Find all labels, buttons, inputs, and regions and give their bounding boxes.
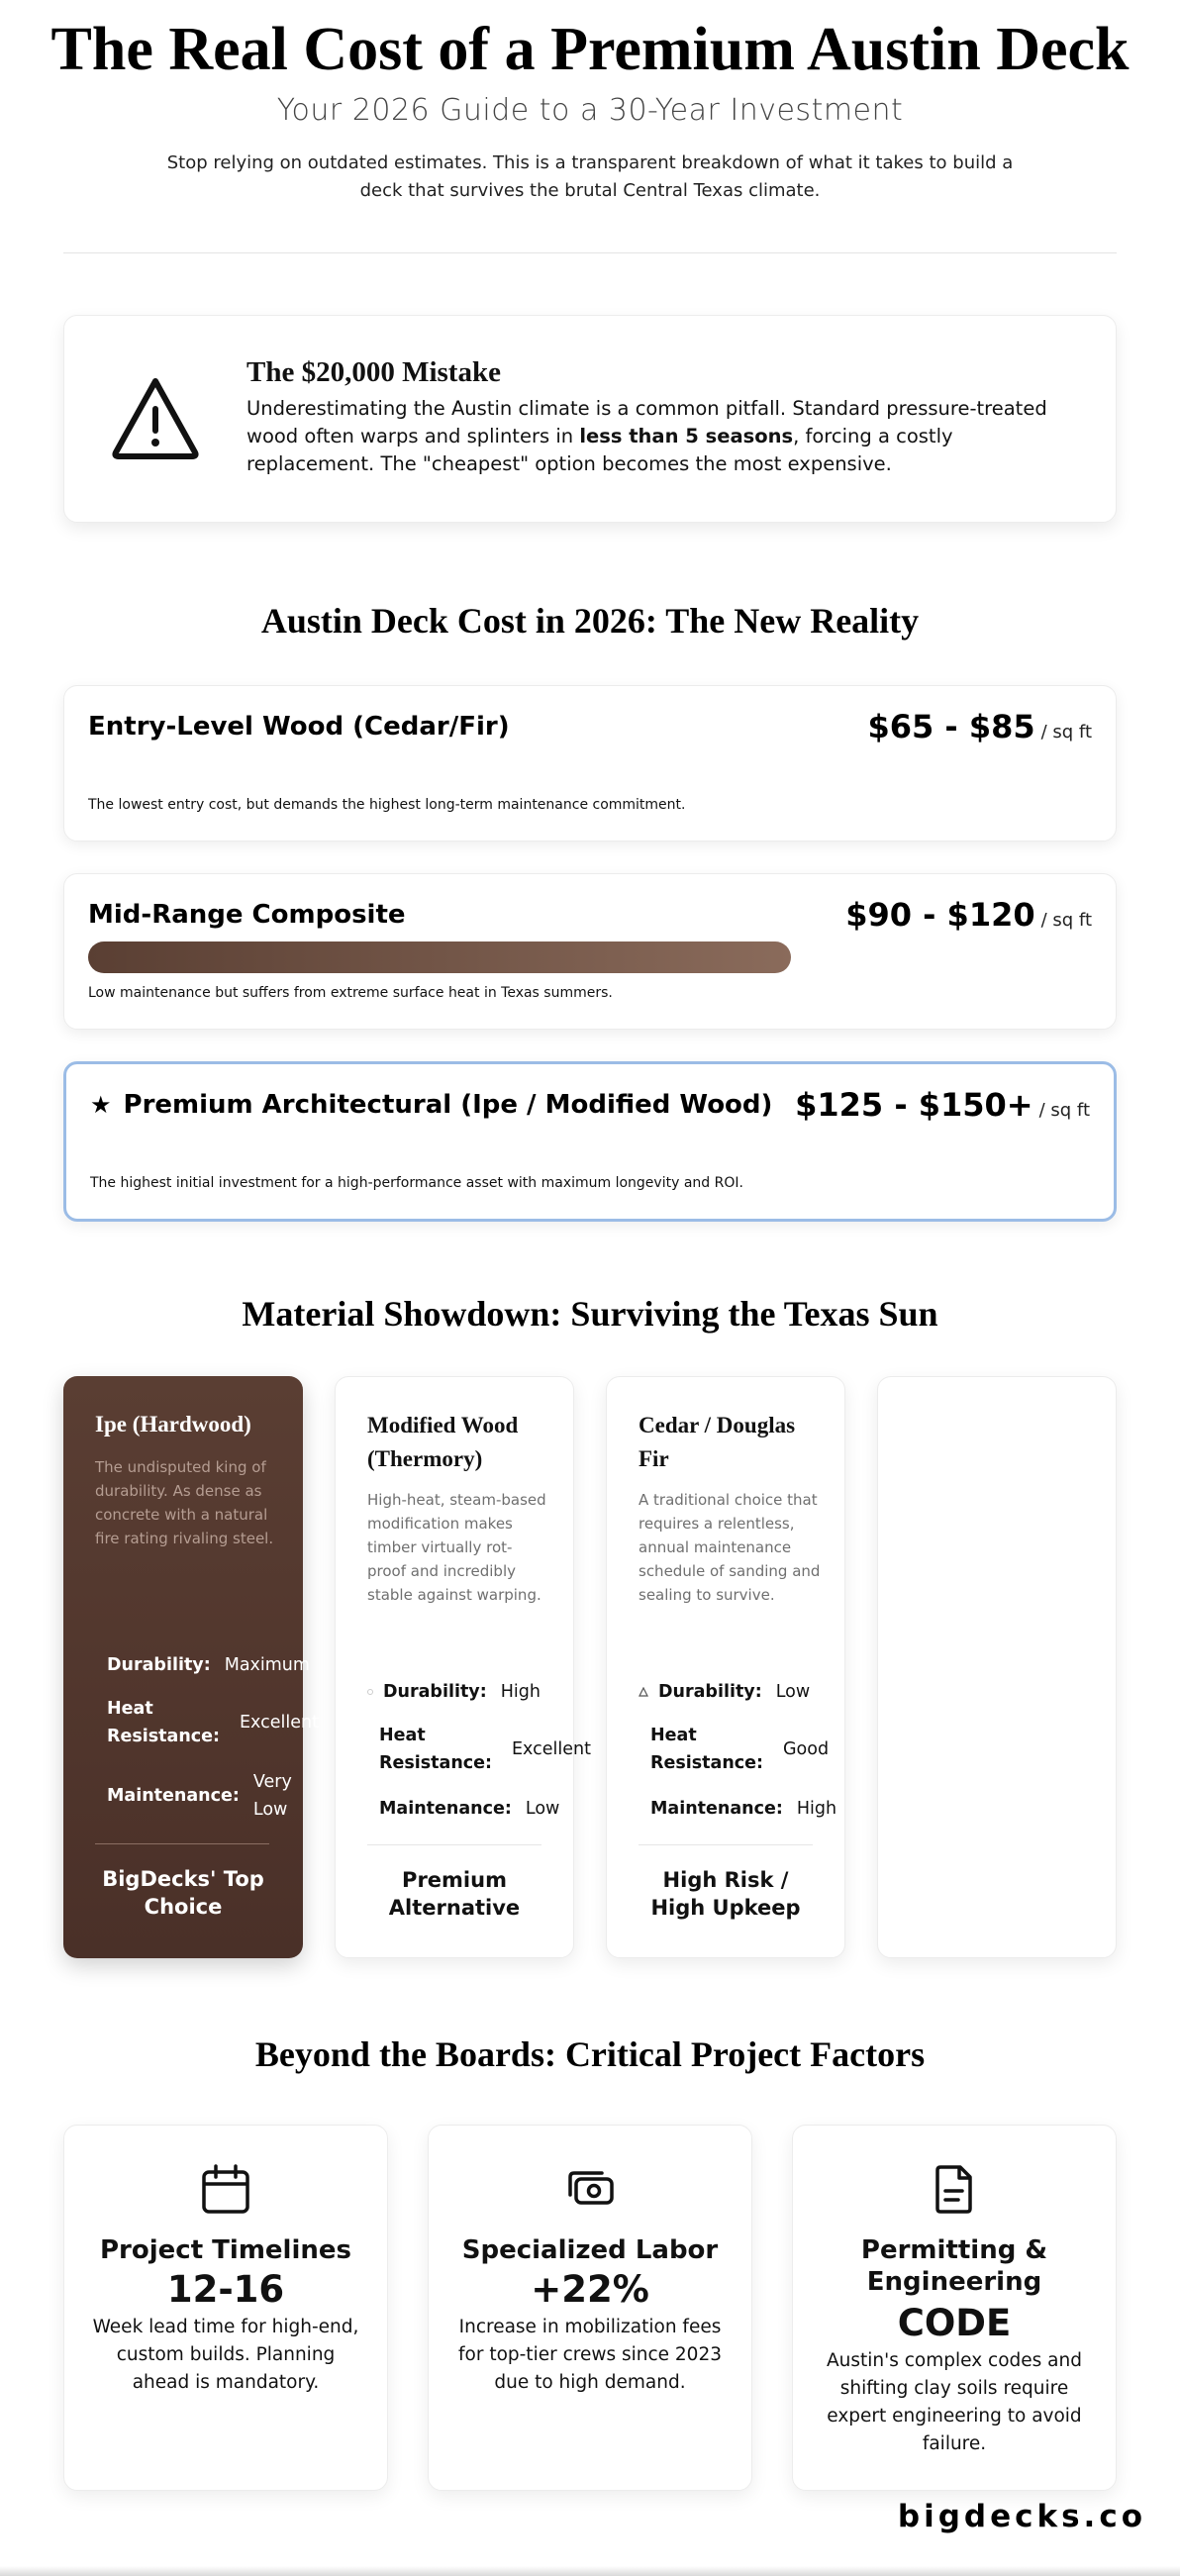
material-description: The undisputed king of durability. As dense as concrete with a natural fire rating rivaling steel. (95, 1458, 274, 1547)
material-name: Ipe (Hardwood) (95, 1412, 251, 1437)
warning-title: The $20,000 Mistake (246, 356, 501, 388)
material-card-empty (877, 1376, 1117, 1958)
durability-stat: Durability: Low (639, 1678, 810, 1706)
pricing-title: Austin Deck Cost in 2026: The New Reality (260, 601, 920, 641)
material-card-ipe (63, 1376, 319, 1958)
material-name: Modified Wood (Thermory) (367, 1413, 519, 1471)
composite-swatch-bar (88, 941, 791, 973)
tier-description: The lowest entry cost, but demands the highest long-term maintenance commitment. (88, 797, 686, 813)
tier-price (867, 708, 1092, 745)
factor-title: Permitting & Engineering (860, 2235, 1048, 2297)
calendar-icon (198, 2161, 253, 2217)
tier-name: Mid-Range Composite (88, 900, 406, 930)
factor-stat: CODE (897, 2302, 1012, 2344)
price-card-mid (63, 873, 1117, 1030)
tier-unit: / sq ft (1040, 910, 1092, 931)
material-card-modified-wood (335, 1376, 591, 1958)
tier-amount: $125 - $150+ (795, 1086, 1033, 1124)
heat-stat: Heat Resistance: Excellent (379, 1726, 591, 1773)
warning-text: Underestimating the Austin climate is a common pitfall. Standard pressure-treated wood often warps and splinters in less than 5 seasons, forcing a costly replacement. The "cheapest" option becomes the most expensive. (246, 397, 1047, 475)
factor-card-timelines (63, 2125, 388, 2491)
bullet-icon (367, 1689, 373, 1695)
maintenance-stat: Maintenance: Very Low (107, 1772, 292, 1820)
header (0, 0, 1180, 205)
maintenance-stat: Maintenance: High (650, 1799, 837, 1819)
tier-amount: $90 - $120 (845, 896, 1035, 934)
factor-stat: +22% (531, 2268, 649, 2311)
material-grid (63, 1376, 1117, 1958)
star-icon: ★ (90, 1091, 112, 1119)
factor-text: Increase in mobilization fees for top-tier crews since 2023 due to high demand. (458, 2317, 722, 2393)
material-verdict: BigDecks' Top Choice (102, 1867, 264, 1919)
factor-card-labor (428, 2125, 752, 2491)
warning-highlight: less than 5 seasons (579, 425, 794, 447)
tier-unit: / sq ft (1040, 722, 1092, 743)
tier-price (845, 896, 1092, 934)
document-icon (927, 2161, 982, 2217)
maintenance-stat: Maintenance: Low (379, 1799, 560, 1819)
durability-stat: Durability: Maximum (107, 1655, 310, 1675)
separator (95, 1843, 269, 1844)
material-verdict: High Risk / High Upkeep (650, 1868, 801, 1920)
factor-stat: 12-16 (166, 2268, 285, 2311)
warning-triangle-icon (108, 373, 203, 462)
tier-description: Low maintenance but suffers from extreme surface heat in Texas summers. (88, 985, 613, 1001)
materials-title: Material Showdown: Surviving the Texas Sun (242, 1294, 938, 1334)
tier-unit: / sq ft (1038, 1100, 1090, 1121)
tier-name: ★ Premium Architectural (Ipe / Modified Wood) (90, 1090, 773, 1120)
factor-title: Project Timelines (100, 2235, 351, 2265)
warning-icon (639, 1687, 648, 1697)
price-card-premium (63, 1061, 1117, 1222)
material-name: Cedar / Douglas Fir (639, 1413, 796, 1471)
bottom-bar (0, 2566, 1180, 2576)
tier-amount: $65 - $85 (867, 708, 1035, 745)
factor-text: Week lead time for high-end, custom builds. Planning ahead is mandatory. (92, 2317, 359, 2393)
factor-card-permitting (792, 2125, 1117, 2491)
separator (367, 1844, 541, 1845)
tier-description: The highest initial investment for a high-performance asset with maximum longevity and ROI. (90, 1175, 743, 1191)
factor-grid (63, 2125, 1117, 2491)
warning-card (63, 315, 1117, 523)
factors-title: Beyond the Boards: Critical Project Factors (254, 2034, 926, 2074)
tier-name: Entry-Level Wood (Cedar/Fir) (88, 712, 510, 742)
heat-stat: Heat Resistance: Good (650, 1726, 830, 1773)
divider (63, 252, 1117, 253)
tier-price (795, 1086, 1090, 1124)
page-subtitle: Your 2026 Guide to a 30-Year Investment (276, 93, 904, 128)
intro-text: Stop relying on outdated estimates. This is a transparent breakdown of what it takes to build a deck that survives the brutal Central Texas climate. (166, 152, 1014, 201)
factor-text: Austin's complex codes and shifting clay soils require expert engineering to avoid failure. (827, 2350, 1082, 2454)
factor-title: Specialized Labor (461, 2235, 719, 2265)
separator (639, 1844, 813, 1845)
material-card-cedar (606, 1376, 845, 1958)
money-icon (562, 2161, 618, 2217)
heat-stat: Heat Resistance: Excellent (107, 1699, 319, 1746)
brand-logo: bigdecks.co (897, 2499, 1146, 2534)
material-description: High-heat, steam-based modification makes timber virtually rot-proof and incredibly stable against warping. (367, 1491, 546, 1604)
material-description: A traditional choice that requires a relentless, annual maintenance schedule of sanding and sealing to survive. (639, 1491, 821, 1604)
material-verdict: Premium Alternative (388, 1868, 521, 1920)
price-card-entry (63, 685, 1117, 842)
durability-stat: Durability: High (367, 1678, 541, 1706)
page-title: The Real Cost of a Premium Austin Deck (50, 16, 1130, 83)
